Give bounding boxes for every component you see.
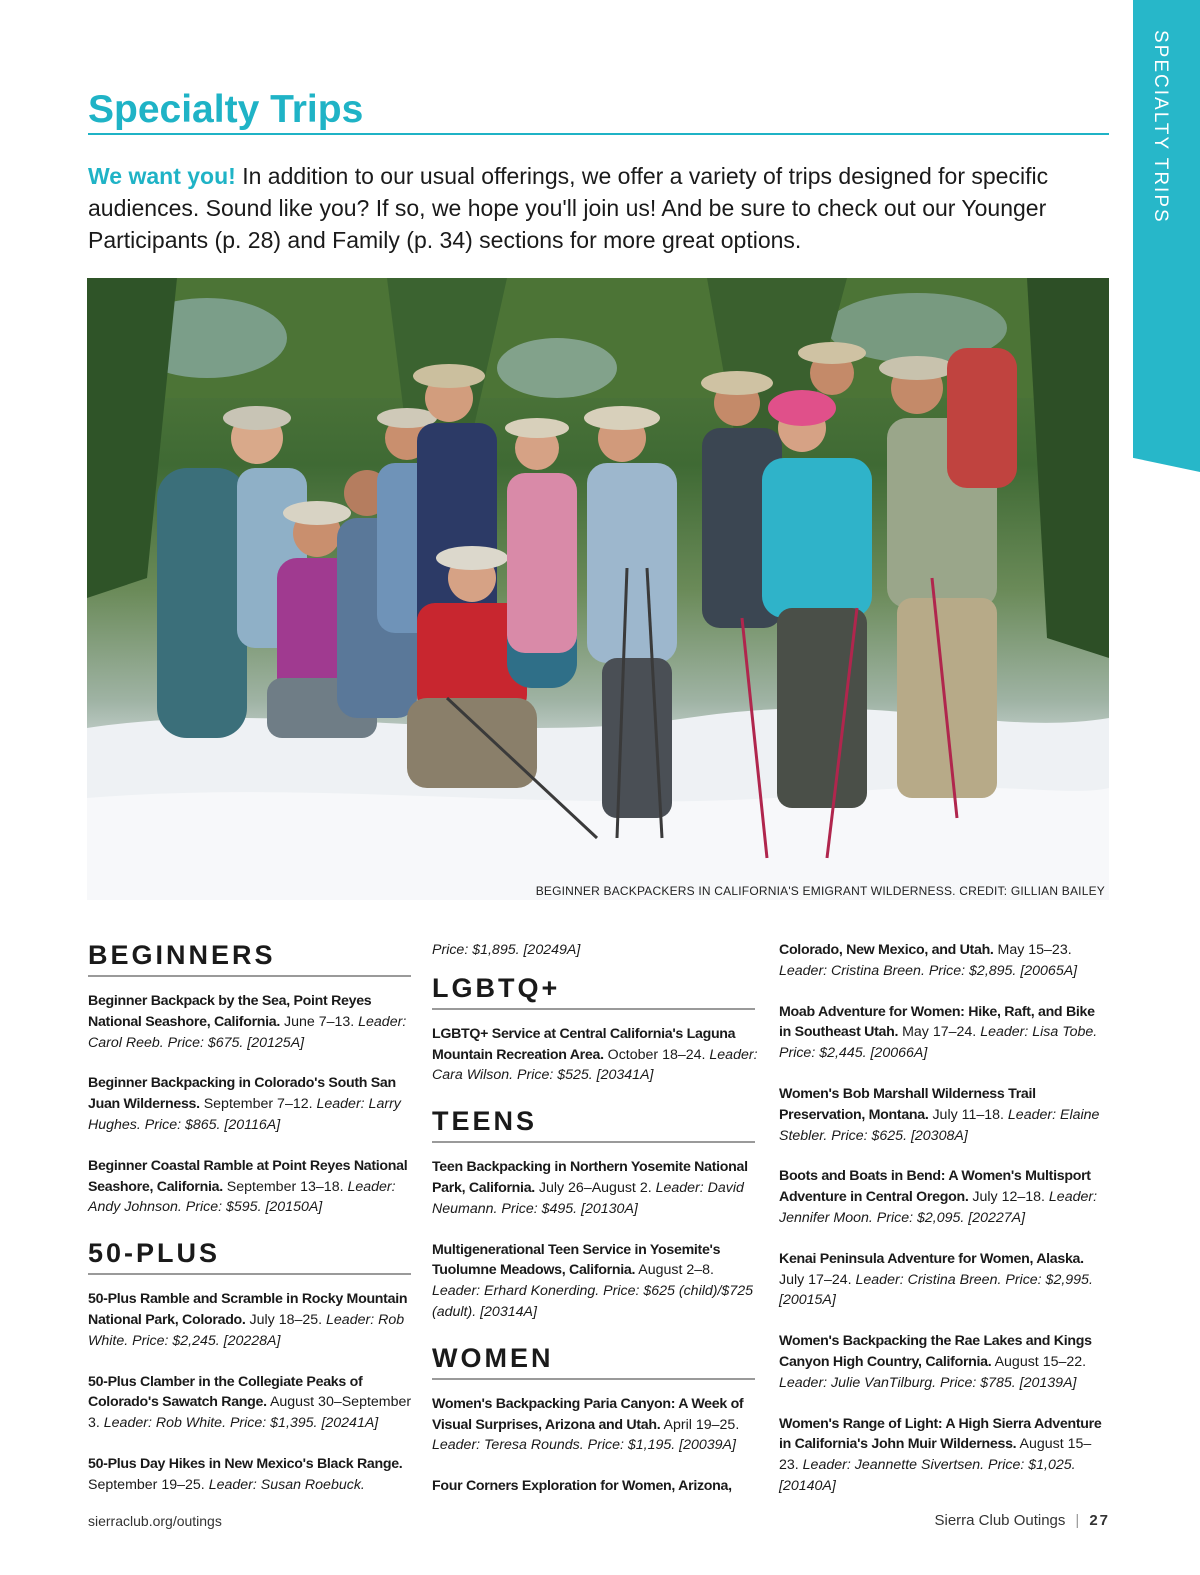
trip-entry <box>432 1394 762 1456</box>
section-heading-teens: TEENS <box>432 1106 755 1143</box>
trip-entry <box>432 1240 762 1323</box>
trip-name: LGBTQ+ Service at Central California's Laguna Mountain Recreation Area. <box>432 1025 736 1063</box>
trip-dates: August 15–23. <box>779 1436 1092 1474</box>
footer-publication <box>935 1512 1111 1529</box>
trip-details: Leader: Carol Reeb. Price: $675. [20125A] <box>88 1013 407 1051</box>
column-2 <box>432 940 762 1517</box>
trip-name: Women's Backpacking the Rae Lakes and Kings Canyon High Country, California. <box>779 1333 1092 1370</box>
trip-details: Leader: Teresa Rounds. Price: $1,195. [20039A] <box>432 1437 736 1454</box>
trip-entry <box>88 1289 418 1351</box>
trip-details: Leader: Larry Hughes. Price: $865. [20116A] <box>88 1096 401 1133</box>
trip-dates: July 18–25. <box>245 1311 327 1328</box>
photo-caption: BEGINNER BACKPACKERS IN CALIFORNIA'S EMIGRANT WILDERNESS. CREDIT: GILLIAN BAILEY <box>535 884 1105 898</box>
section-heading-women: WOMEN <box>432 1343 755 1380</box>
footer-separator: | <box>1075 1512 1080 1529</box>
trip-dates: May 17–24. <box>898 1024 981 1041</box>
trip-dates: May 15–23. <box>993 942 1072 958</box>
section-heading-lgbtq: LGBTQ+ <box>432 973 755 1010</box>
trip-dates: October 18–24. <box>603 1046 710 1063</box>
trip-details: Leader: Andy Johnson. Price: $595. [20150A] <box>88 1178 396 1216</box>
trip-entry <box>779 1249 1109 1311</box>
trip-entry <box>779 1002 1109 1064</box>
trip-entry <box>88 1454 418 1496</box>
trip-name: Beginner Backpack by the Sea, Point Reyes National Seashore, California. <box>88 993 372 1030</box>
side-tab-label: SPECIALTY TRIPS <box>1150 30 1171 224</box>
trip-name: 50-Plus Day Hikes in New Mexico's Black Range. <box>88 1455 403 1472</box>
page-number: 27 <box>1089 1512 1110 1529</box>
trip-name: 50-Plus Clamber in the Collegiate Peaks of Colorado's Sawatch Range. <box>88 1373 363 1411</box>
intro-lead: We want you! <box>88 163 236 189</box>
trip-name: Four Corners Exploration for Women, Arizona, <box>432 1478 732 1495</box>
trip-details: Leader: Jeannette Sivertsen. Price: $1,025. [20140A] <box>779 1457 1076 1494</box>
trip-dates: August 30–September 3. <box>88 1394 412 1432</box>
trip-details: Leader: Cristina Breen. Price: $2,895. [20065A] <box>779 962 1078 979</box>
trip-details: Leader: Cristina Breen. Price: $2,995. [20015A] <box>779 1271 1093 1309</box>
trip-entry <box>88 1156 418 1218</box>
trip-details: Leader: David Neumann. Price: $495. [20130A] <box>432 1179 744 1217</box>
trip-dates: July 11–18. <box>928 1106 1008 1123</box>
trip-details: Leader: Erhard Konerding. Price: $625 (child)/$725 (adult). [20314A] <box>432 1283 753 1320</box>
trip-entry <box>779 1331 1109 1393</box>
trip-name: Women's Bob Marshall Wilderness Trail Preservation, Montana. <box>779 1085 1036 1123</box>
section-heading-beginners: BEGINNERS <box>88 940 411 977</box>
column-1 <box>88 940 418 1516</box>
trip-name: Multigenerational Teen Service in Yosemite's Tuolumne Meadows, California. <box>432 1241 721 1279</box>
trip-dates: July 17–24. <box>779 1271 856 1288</box>
trip-dates: July 12–18. <box>968 1189 1049 1206</box>
trip-entry <box>88 1372 418 1434</box>
page-title: Specialty Trips <box>88 88 364 131</box>
trip-entry <box>779 1414 1109 1497</box>
trip-name: Women's Range of Light: A High Sierra Adventure in California's John Muir Wilderness. <box>779 1415 1102 1453</box>
title-rule <box>88 133 1109 135</box>
trip-dates: June 7–13. <box>280 1013 359 1030</box>
trip-dates: August 2–8. <box>635 1262 714 1279</box>
trip-entry <box>779 1166 1109 1228</box>
trip-dates: July 26–August 2. <box>534 1179 656 1196</box>
trip-entry <box>432 1476 762 1497</box>
trip-name: Women's Backpacking Paria Canyon: A Week of Visual Surprises, Arizona and Utah. <box>432 1395 744 1433</box>
trip-name: Boots and Boats in Bend: A Women's Multisport Adventure in Central Oregon. <box>779 1168 1091 1206</box>
trip-dates: September 13–18. <box>222 1178 348 1195</box>
trip-details: Leader: Cara Wilson. Price: $525. [20341A] <box>432 1046 758 1084</box>
trip-details: Leader: Susan Roebuck. <box>208 1476 365 1493</box>
trip-entry <box>88 991 418 1053</box>
photo-illustration <box>87 278 1109 900</box>
footer-url[interactable]: sierraclub.org/outings <box>88 1513 222 1529</box>
trip-name: Beginner Coastal Ramble at Point Reyes National Seashore, California. <box>88 1157 408 1195</box>
trip-entry-continued <box>779 940 1109 982</box>
trip-details: Leader: Rob White. Price: $1,395. [20241A] <box>103 1415 379 1432</box>
trip-name: Moab Adventure for Women: Hike, Raft, and Bike in Southeast Utah. <box>779 1003 1095 1041</box>
trip-entry <box>88 1073 418 1135</box>
intro-text: In addition to our usual offerings, we offer a variety of trips designed for specific audiences. Sound like you? If so, we hope you'll join us! And be sure to check out our Younger Participants (p. 28) and Family (p. 34) sections for more great options. <box>88 163 1049 253</box>
trip-name: Teen Backpacking in Northern Yosemite National Park, California. <box>432 1159 748 1196</box>
trip-entry-continued: Price: $1,895. [20249A] <box>432 942 581 958</box>
trip-details: Leader: Jennifer Moon. Price: $2,095. [20227A] <box>779 1189 1098 1226</box>
column-3 <box>779 940 1109 1517</box>
trip-name: 50-Plus Ramble and Scramble in Rocky Mountain National Park, Colorado. <box>88 1291 408 1328</box>
trip-dates: April 19–25. <box>660 1416 740 1433</box>
trip-entry <box>779 1084 1109 1146</box>
trip-details: Leader: Elaine Stebler. Price: $625. [20308A] <box>779 1106 1100 1144</box>
trip-dates: September 19–25. <box>88 1476 209 1493</box>
trip-entry <box>432 1024 762 1086</box>
trip-name: Colorado, New Mexico, and Utah. <box>779 942 994 958</box>
trip-name: Kenai Peninsula Adventure for Women, Alaska. <box>779 1250 1084 1267</box>
intro-paragraph <box>88 160 1118 256</box>
trip-dates: September 7–12. <box>199 1096 317 1113</box>
publication-name: Sierra Club Outings <box>934 1512 1066 1529</box>
section-heading-50-plus: 50-PLUS <box>88 1238 411 1275</box>
trip-entry <box>432 1157 762 1219</box>
trip-details: Leader: Rob White. Price: $2,245. [20228A] <box>88 1311 405 1349</box>
trip-details: Leader: Lisa Tobe. Price: $2,445. [20066A] <box>779 1024 1098 1062</box>
trip-name: Beginner Backpacking in Colorado's South San Juan Wilderness. <box>88 1075 396 1113</box>
trip-dates: August 15–22. <box>991 1353 1087 1370</box>
trip-details: Leader: Julie VanTilburg. Price: $785. [20139A] <box>779 1374 1077 1391</box>
group-photo <box>87 278 1109 900</box>
